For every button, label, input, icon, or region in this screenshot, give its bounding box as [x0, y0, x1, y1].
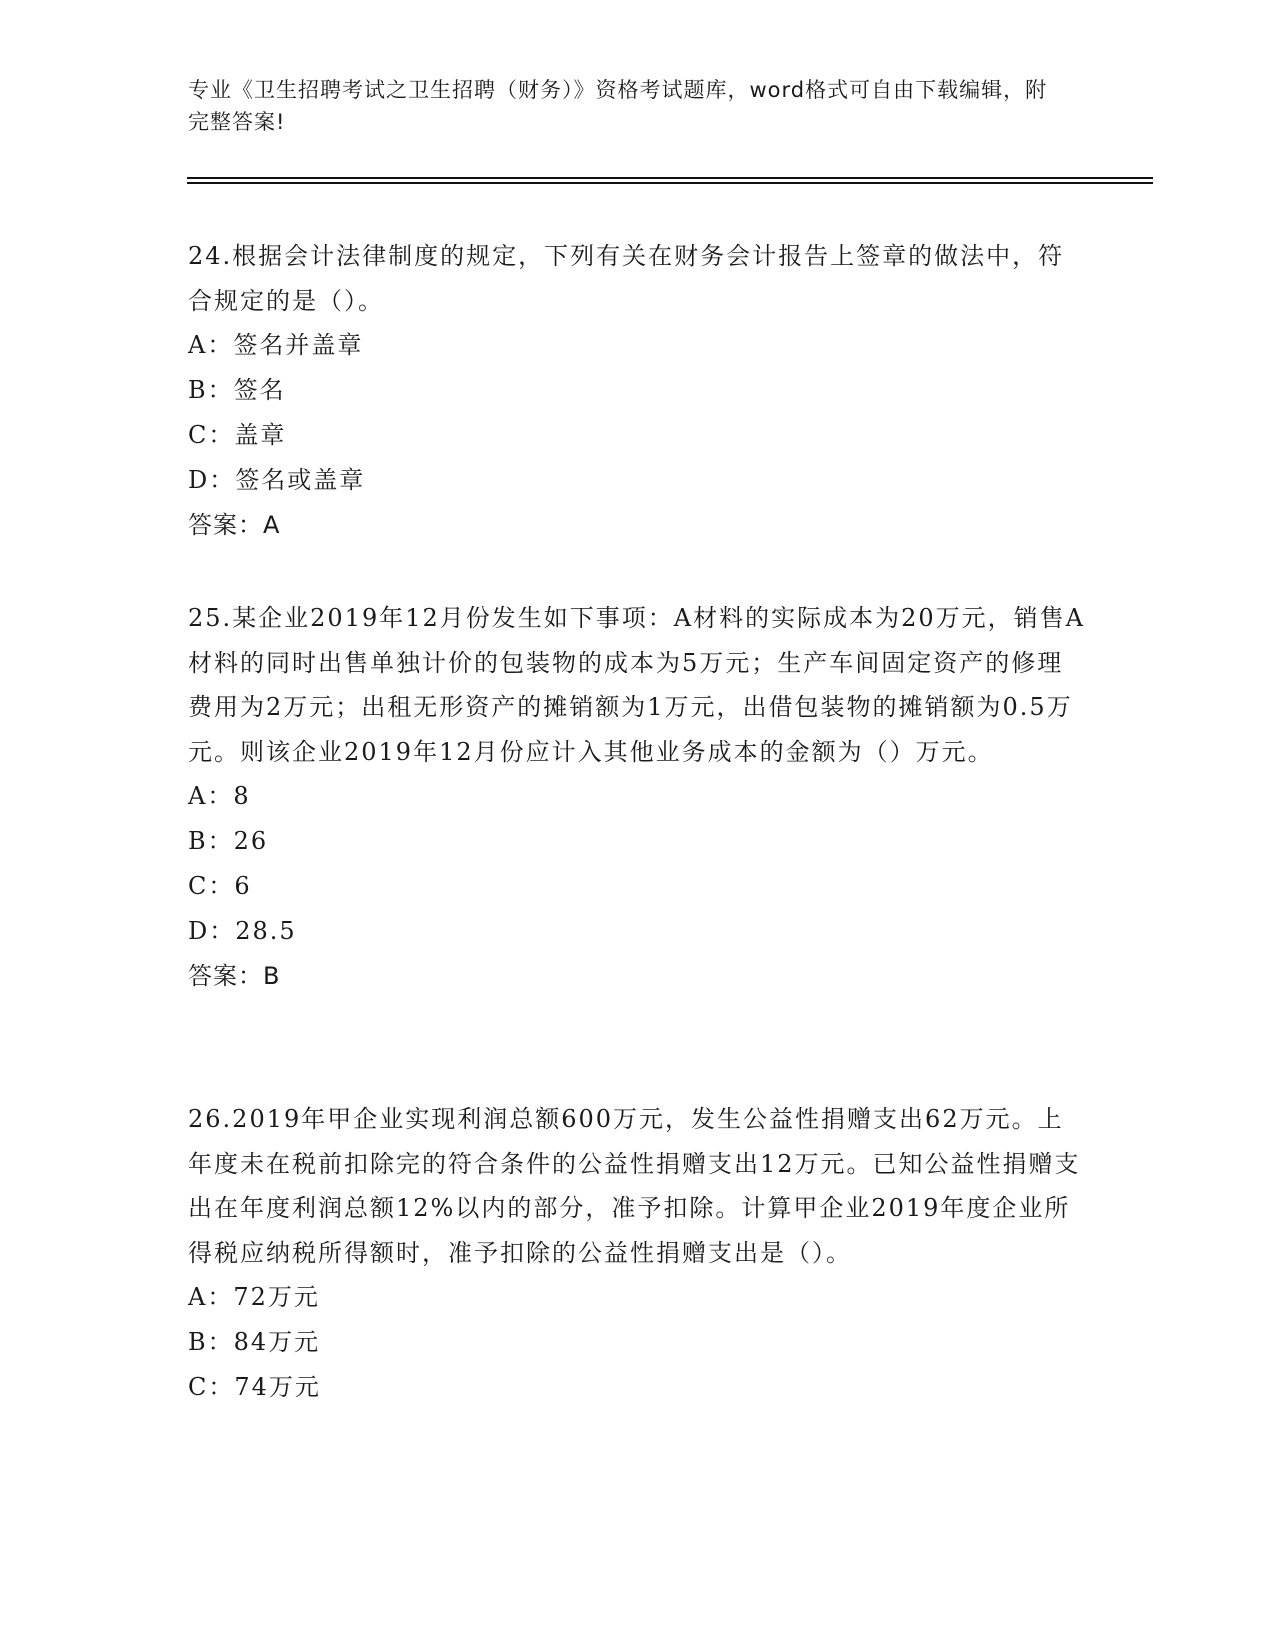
option-b: B：26 — [188, 827, 269, 855]
question-25 — [188, 596, 1088, 999]
document-header: 专业《卫生招聘考试之卫生招聘（财务）》资格考试题库，word格式可自由下载编辑，附完整答案! — [188, 78, 1048, 134]
option-c: C：6 — [188, 872, 252, 900]
option-b: B：签名 — [188, 376, 286, 404]
option-c: C：盖章 — [188, 421, 287, 449]
header-divider-bottom — [187, 182, 1153, 184]
question-stem: 25.某企业2019年12月份发生如下事项：A材料的实际成本为20万元，销售A材料的同时出售单独计价的包装物的成本为5万元；生产车间固定资产的修理费用为2万元；出租无形资产的摊销额为1万元，出借包装物的摊销额为0.5万元。则该企业2019年12月份应计入其他业务成本的金额为（）万元。 — [188, 604, 1085, 766]
answer-label: 答案：A — [188, 511, 281, 539]
answer-label: 答案：B — [188, 962, 281, 990]
question-stem: 24.根据会计法律制度的规定，下列有关在财务会计报告上签章的做法中，符合规定的是（）。 — [188, 242, 1065, 315]
question-stem: 26.2019年甲企业实现利润总额600万元，发生公益性捐赠支出62万元。上年度未在税前扣除完的符合条件的公益性捐赠支出12万元。已知公益性捐赠支出在年度利润总额12%以内的部分，准予扣除。计算甲企业2019年度企业所得税应纳税所得额时，准予扣除的公益性捐赠支出是（）。 — [188, 1105, 1081, 1267]
option-a: A：签名并盖章 — [188, 331, 364, 359]
option-d: D：28.5 — [188, 917, 297, 945]
option-c: C：74万元 — [188, 1373, 321, 1401]
option-b: B：84万元 — [188, 1328, 321, 1356]
option-a: A：72万元 — [188, 1283, 320, 1311]
option-d: D：签名或盖章 — [188, 466, 366, 494]
question-24 — [188, 234, 1088, 548]
header-divider-top — [187, 177, 1153, 179]
question-26 — [188, 1097, 1088, 1410]
option-a: A：8 — [188, 782, 251, 810]
